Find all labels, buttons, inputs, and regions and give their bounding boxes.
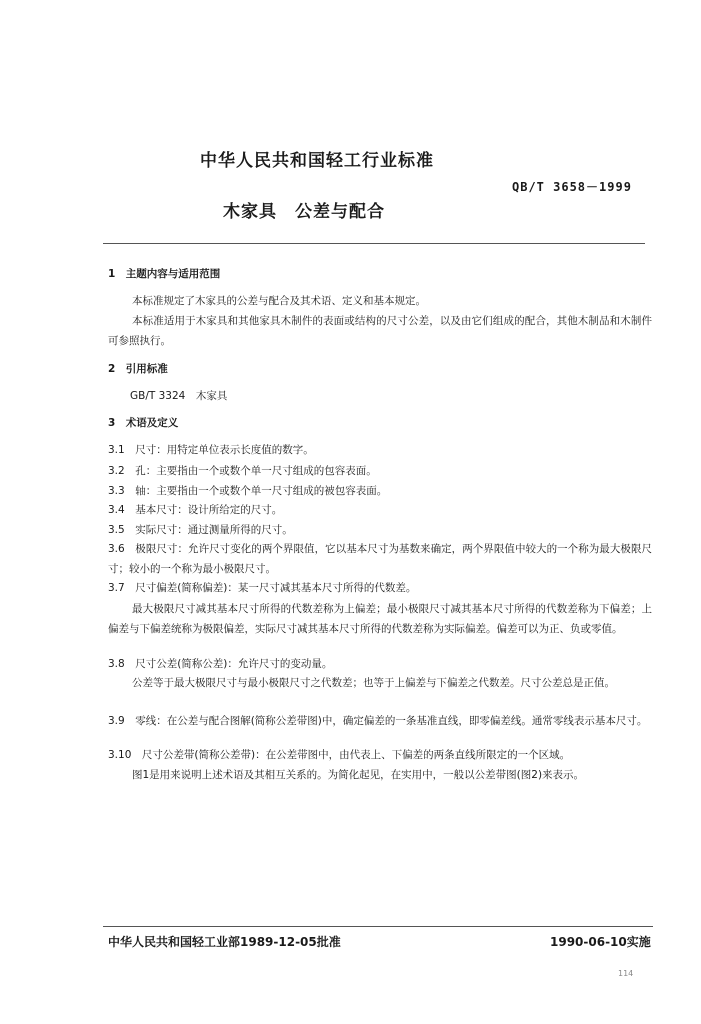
implementation-date: 1990-06-10实施 bbox=[550, 935, 651, 949]
header-divider bbox=[103, 243, 645, 244]
section-1-paragraph-2: 本标准适用于木家具和其他家具木制件的表面或结构的尺寸公差，以及由它们组成的配合，其他木制品和木制件可参照执行。 bbox=[108, 315, 652, 347]
section-2-heading: 2 引用标准 bbox=[108, 363, 168, 375]
section-3-heading: 3 术语及定义 bbox=[108, 417, 179, 429]
document-organization: 中华人民共和国轻工行业标准 bbox=[200, 151, 434, 171]
section-1-paragraph-1: 本标准规定了木家具的公差与配合及其术语、定义和基本规定。 bbox=[132, 295, 426, 307]
definition-3-8-paragraph: 公差等于最大极限尺寸与最小极限尺寸之代数差；也等于上偏差与下偏差之代数差。尺寸公差总是正值。 bbox=[132, 677, 615, 689]
approval-line: 中华人民共和国轻工业部1989-12-05批准 bbox=[108, 935, 341, 949]
definition-3-10: 3.10 尺寸公差带(简称公差带)：在公差带图中，由代表上、下偏差的两条直线所限定的一个区域。 bbox=[108, 749, 571, 761]
definition-3-6: 3.6 极限尺寸：允许尺寸变化的两个界限值，它以基本尺寸为基数来确定，两个界限值中较大的一个称为最大极限尺寸；较小的一个称为最小极限尺寸。 bbox=[108, 543, 652, 575]
definition-3-5: 3.5 实际尺寸：通过测量所得的尺寸。 bbox=[108, 524, 293, 536]
footer-divider bbox=[103, 926, 653, 927]
definition-3-7: 3.7 尺寸偏差(简称偏差)：某一尺寸减其基本尺寸所得的代数差。 bbox=[108, 582, 417, 594]
page-number: 114 bbox=[618, 969, 634, 978]
definition-3-9: 3.9 零线：在公差与配合图解(简称公差带图)中，确定偏差的一条基准直线，即零偏差线。通常零线表示基本尺寸。 bbox=[108, 715, 648, 727]
standard-code: QB/T 3658－1999 bbox=[512, 180, 632, 194]
reference-gbt-3324: GB/T 3324 木家具 bbox=[130, 390, 228, 402]
definition-3-3: 3.3 轴：主要指由一个或数个单一尺寸组成的被包容表面。 bbox=[108, 485, 388, 497]
definition-3-7-paragraph: 最大极限尺寸减其基本尺寸所得的代数差称为上偏差；最小极限尺寸减其基本尺寸所得的代数差称为下偏差；上偏差与下偏差统称为极限偏差，实际尺寸减其基本尺寸所得的代数差称为实际偏差。偏差可以为正、负或零值。 bbox=[108, 603, 652, 635]
section-1-heading: 1 主题内容与适用范围 bbox=[108, 268, 221, 280]
definition-3-1: 3.1 尺寸：用特定单位表示长度值的数字。 bbox=[108, 444, 314, 456]
definition-3-4: 3.4 基本尺寸：设计所给定的尺寸。 bbox=[108, 504, 283, 516]
definition-3-2: 3.2 孔：主要指由一个或数个单一尺寸组成的包容表面。 bbox=[108, 465, 377, 477]
document-title: 木家具 公差与配合 bbox=[223, 202, 385, 222]
definition-3-10-paragraph: 图1是用来说明上述术语及其相互关系的。为简化起见，在实用中，一般以公差带图(图2)来表示。 bbox=[132, 769, 585, 781]
definition-3-8: 3.8 尺寸公差(简称公差)：允许尺寸的变动量。 bbox=[108, 658, 333, 670]
